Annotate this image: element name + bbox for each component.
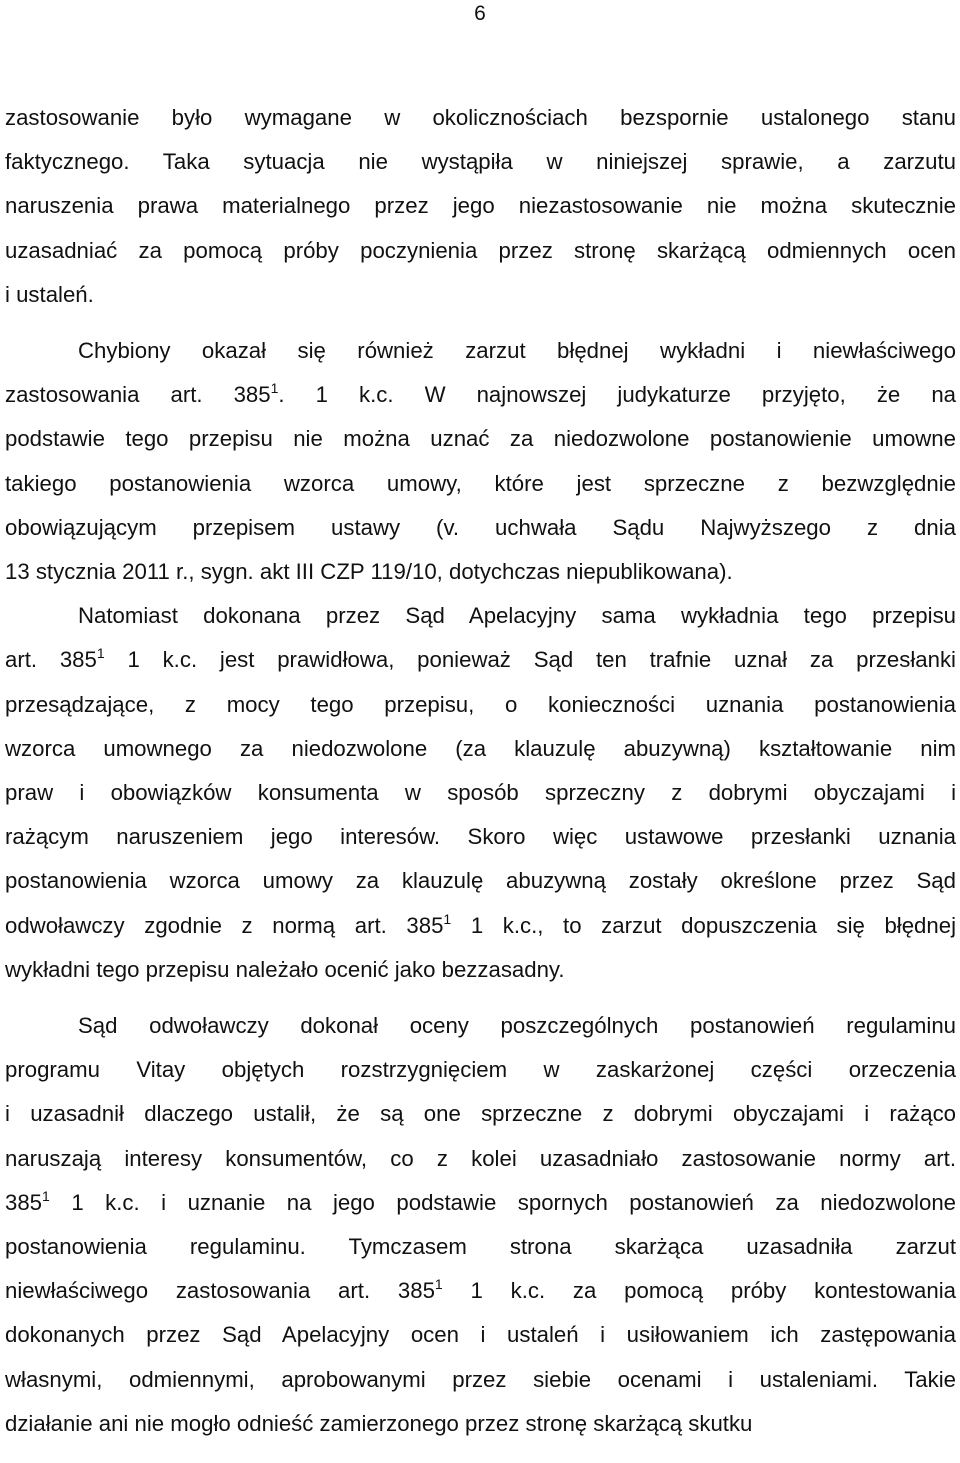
text-line xyxy=(5,638,956,682)
text-line: Sąd odwoławczy dokonał oceny poszczególnych postanowień regulaminu xyxy=(78,1013,956,1039)
paragraph-1 xyxy=(5,96,956,317)
text-line: 13 stycznia 2011 r., sygn. akt III CZP 119/10, dotychczas niepublikowana). xyxy=(5,559,733,585)
text-segment: 1 k.c. za pomocą próby kontestowania xyxy=(442,1278,956,1304)
page-number: 6 xyxy=(474,2,486,25)
text-line: naruszenia prawa materialnego przez jego niezastosowanie nie można skutecznie xyxy=(5,193,956,219)
text-segment: 1 k.c. jest prawidłowa, ponieważ Sąd ten trafnie uznał za przesłanki xyxy=(104,647,956,673)
text-line xyxy=(5,904,956,948)
text-segment: 1 k.c. i uznanie na jego podstawie spornych postanowień za niedozwolone xyxy=(49,1189,956,1215)
text-segment: odwoławczy zgodnie z normą art. 385 xyxy=(5,912,444,938)
text-line: praw i obowiązków konsumenta w sposób sprzeczny z dobrymi obyczajami i xyxy=(5,780,956,806)
text-segment: . 1 k.c. W najnowszej judykaturze przyjęto, że na xyxy=(278,382,956,408)
text-segment: niewłaściwego zastosowania art. 385 xyxy=(5,1278,435,1304)
text-line: postanowienia wzorca umowy za klauzulę abuzywną zostały określone przez Sąd xyxy=(5,868,956,894)
text-line: faktycznego. Taka sytuacja nie wystąpiła w niniejszej sprawie, a zarzutu xyxy=(5,149,956,175)
text-line: wykładni tego przepisu należało ocenić jako bezzasadny. xyxy=(5,956,565,982)
paragraph-2 xyxy=(5,329,956,594)
text-line xyxy=(5,373,956,417)
document-body xyxy=(5,96,956,1446)
text-line: rażącym naruszeniem jego interesów. Skoro więc ustawowe przesłanki uznania xyxy=(5,824,956,850)
superscript: 1 xyxy=(96,645,105,662)
text-segment: 385 xyxy=(5,1189,43,1215)
superscript: 1 xyxy=(434,1276,443,1293)
text-line: Chybiony okazał się również zarzut błędnej wykładni i niewłaściwego xyxy=(78,338,956,364)
superscript: 1 xyxy=(443,910,452,927)
text-line xyxy=(5,1181,956,1225)
text-line: zastosowanie było wymagane w okolicznościach bezspornie ustalonego stanu xyxy=(5,105,956,130)
text-line: wzorca umownego za niedozwolone (za klauzulę abuzywną) kształtowanie nim xyxy=(5,735,956,761)
text-line: naruszają interesy konsumentów, co z kolei uzasadniało zastosowanie normy art. xyxy=(5,1145,956,1171)
superscript: 1 xyxy=(270,380,279,397)
text-line: programu Vitay objętych rozstrzygnięciem w zaskarżonej części orzeczenia xyxy=(5,1057,956,1083)
text-line: Natomiast dokonana przez Sąd Apelacyjny sama wykładnia tego przepisu xyxy=(78,603,956,629)
text-line: podstawie tego przepisu nie można uznać za niedozwolone postanowienie umowne xyxy=(5,426,956,452)
text-segment: zastosowania art. 385 xyxy=(5,382,271,408)
text-line: dokonanych przez Sąd Apelacyjny ocen i ustaleń i usiłowaniem ich zastępowania xyxy=(5,1322,956,1348)
text-line: postanowienia regulaminu. Tymczasem strona skarżąca uzasadniła zarzut xyxy=(5,1234,956,1260)
text-line: przesądzające, z mocy tego przepisu, o konieczności uznania postanowienia xyxy=(5,691,956,717)
text-segment: 1 k.c., to zarzut dopuszczenia się błędnej xyxy=(451,912,956,938)
paragraph-3 xyxy=(5,594,956,992)
text-line: własnymi, odmiennymi, aprobowanymi przez siebie ocenami i ustaleniami. Takie xyxy=(5,1366,956,1392)
text-segment: art. 385 xyxy=(5,647,97,673)
text-line: obowiązującym przepisem ustawy (v. uchwała Sądu Najwyższego z dnia xyxy=(5,514,956,540)
text-line: takiego postanowienia wzorca umowy, które jest sprzeczne z bezwzględnie xyxy=(5,470,956,496)
superscript: 1 xyxy=(42,1187,50,1204)
paragraph-4 xyxy=(5,1004,956,1446)
text-line: i ustaleń. xyxy=(5,281,94,307)
text-line xyxy=(5,1269,956,1313)
text-line: i uzasadnił dlaczego ustalił, że są one sprzeczne z dobrymi obyczajami i rażąco xyxy=(5,1101,956,1127)
text-line: uzasadniać za pomocą próby poczynienia przez stronę skarżącą odmiennych ocen xyxy=(5,237,956,263)
text-line: działanie ani nie mogło odnieść zamierzonego przez stronę skarżącą skutku xyxy=(5,1410,753,1436)
